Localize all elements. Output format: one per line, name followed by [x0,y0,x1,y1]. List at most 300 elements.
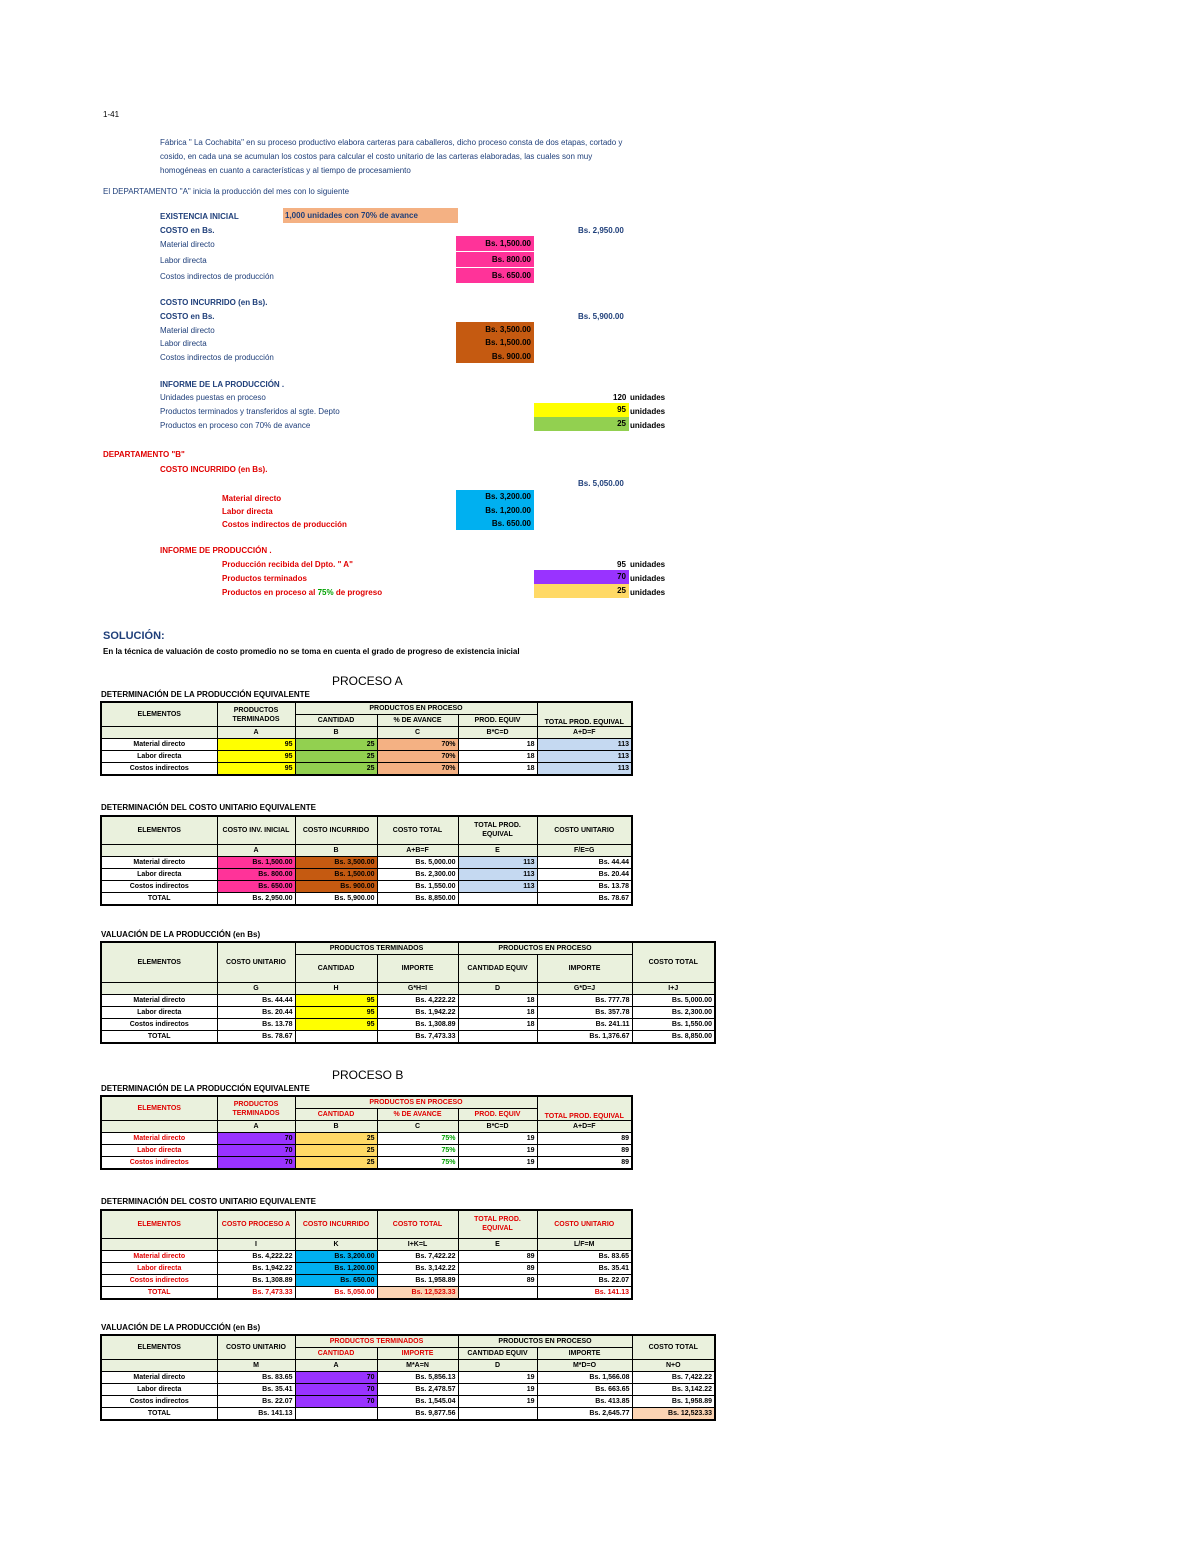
b2-total-el: TOTAL [101,1286,217,1299]
a2-h-inicial: COSTO INV. INICIAL [217,816,295,844]
a1-table [100,701,633,776]
item-labor: Labor directa [160,256,207,265]
a2-el: Material directo [101,856,217,868]
b3-h-en-proceso: PRODUCTOS EN PROCESO [458,1335,632,1348]
a3-d: 18 [458,1007,537,1019]
a3-letter-g: G [217,983,295,995]
table-row [101,1007,715,1019]
item-material: Material directo [160,240,215,249]
b1-h-terminados: PRODUCTOS TERMINADOS [217,1096,295,1121]
problem-number: 1-41 [103,110,120,119]
b3-el: Labor directa [101,1384,217,1396]
b2-i: Bs. 1,942.22 [217,1262,295,1274]
b3-letter-a: A [295,1360,377,1372]
b-informe-row-3-value: 25 [534,584,629,598]
a1-f: 113 [537,763,632,776]
inicial-labor: Bs. 800.00 [456,252,534,267]
b-item-labor: Labor directa [222,507,273,516]
b1-table [100,1095,633,1170]
a3-el: Material directo [101,995,217,1007]
a2-f: Bs. 1,550.00 [377,880,458,892]
b2-letter-l: I+K=L [377,1238,458,1250]
table-row [101,1396,715,1408]
a3-h-terminados: PRODUCTOS TERMINADOS [295,942,458,955]
a1-letter-b: B [295,727,377,739]
table-row [101,1250,632,1262]
b3-total-o: Bs. 2,645.77 [537,1408,632,1421]
b2-h-elementos: ELEMENTOS [101,1210,217,1238]
a2-title: DETERMINACIÓN DEL COSTO UNITARIO EQUIVALENTE [101,803,316,812]
incurrido-label: COSTO INCURRIDO (en Bs). [160,298,268,307]
informe-row-2-value: 95 [534,403,629,417]
intro-line-2: cosido, en cada una se acumulan los costos para calcular el costo unitario de las carteras elaboradas, las cuales son muy [160,152,593,161]
a3-h-en-proceso: PRODUCTOS EN PROCESO [458,942,632,955]
a3-letter-j: G*D=J [537,983,632,995]
b1-b: 25 [295,1145,377,1157]
informe-row-2-unit: unidades [630,407,666,416]
informe-label: INFORME DE LA PRODUCCIÓN . [160,380,285,389]
b3-n: Bs. 1,545.04 [377,1396,458,1408]
a1-b: 25 [295,763,377,776]
b2-l: Bs. 7,422.22 [377,1250,458,1262]
a2-h-unitario: COSTO UNITARIO [537,816,632,844]
a3-i: Bs. 1,942.22 [377,1007,458,1019]
b-informe-label: INFORME DE PRODUCCIÓN . [160,546,272,555]
informe-row-3-value: 25 [534,417,629,431]
b2-l: Bs. 3,142.22 [377,1262,458,1274]
b3-letter-t: N+O [632,1360,715,1372]
a1-b: 25 [295,751,377,763]
b1-f: 89 [537,1145,632,1157]
b-informe-row-3-unit: unidades [630,588,666,597]
b2-e: 89 [458,1250,537,1262]
a3-d: 18 [458,1019,537,1031]
table-row [101,856,632,868]
b3-letter-o: M*D=O [537,1360,632,1372]
a3-total-el: TOTAL [101,1031,217,1044]
a2-f: Bs. 5,000.00 [377,856,458,868]
b3-total-t: Bs. 12,523.33 [632,1408,715,1421]
a3-total-t: Bs. 8,850.00 [632,1031,715,1044]
b1-letter-c: C [377,1121,458,1133]
a1-f: 113 [537,739,632,751]
b3-d: 19 [458,1384,537,1396]
informe-row-2-label: Productos terminados y transferidos al sgte. Depto [160,407,340,416]
a3-table [100,941,716,1044]
a3-total-i: Bs. 7,473.33 [377,1031,458,1044]
b2-table [100,1209,633,1300]
costo-inicial-total: Bs. 2,950.00 [578,226,624,235]
table-row [101,763,632,776]
existencia-value: 1,000 unidades con 70% de avance [283,208,458,223]
b3-m: Bs. 83.65 [217,1372,295,1384]
a3-title: VALUACIÓN DE LA PRODUCCIÓN (en Bs) [101,930,261,939]
b1-letter-a: A [217,1121,295,1133]
a3-h: 95 [295,995,377,1007]
proceso-b-title: PROCESO B [332,1068,404,1082]
a3-total-g: Bs. 78.67 [217,1031,295,1044]
a2-e: 113 [458,856,537,868]
b2-k: Bs. 3,200.00 [295,1250,377,1262]
a3-g: Bs. 13.78 [217,1019,295,1031]
b2-letter-k: K [295,1238,377,1250]
b1-h-elementos: ELEMENTOS [101,1096,217,1121]
b2-total-k: Bs. 5,050.00 [295,1286,377,1299]
a2-f: Bs. 2,300.00 [377,868,458,880]
table-total-row [101,1031,715,1044]
b3-total-n: Bs. 9,877.56 [377,1408,458,1421]
a1-h-en-proceso: PRODUCTOS EN PROCESO [295,702,537,715]
intro-line-3: homogéneas en cuanto a características y al tiempo de procesamiento [160,166,411,175]
b1-b: 25 [295,1133,377,1145]
b2-el: Costos indirectos [101,1274,217,1286]
table-row [101,1019,715,1031]
a3-h-cantidad: CANTIDAD [295,955,377,983]
a2-el: Labor directa [101,868,217,880]
b2-k: Bs. 650.00 [295,1274,377,1286]
a2-total-el: TOTAL [101,892,217,905]
a1-a: 95 [217,763,295,776]
table-total-row [101,1286,632,1299]
b-proceso-pre: Productos en proceso al [222,588,316,597]
b1-c: 75% [377,1145,458,1157]
b2-total-l: Bs. 12,523.33 [377,1286,458,1299]
a1-a: 95 [217,739,295,751]
a2-e: 113 [458,880,537,892]
b1-el: Costos indirectos [101,1157,217,1170]
table-row [101,739,632,751]
a3-i: Bs. 1,308.89 [377,1019,458,1031]
b1-el: Material directo [101,1133,217,1145]
item-indirectos-2: Costos indirectos de producción [160,353,274,362]
b1-title: DETERMINACIÓN DE LA PRODUCCIÓN EQUIVALENTE [101,1084,310,1093]
b-informe-row-3-label [222,588,382,598]
b-value-indirectos: Bs. 650.00 [456,517,534,530]
b-value-labor: Bs. 1,200.00 [456,504,534,517]
b-informe-row-1-value: 95 [617,560,626,569]
b3-a: 70 [295,1372,377,1384]
a2-total-f: Bs. 8,850.00 [377,892,458,905]
a3-total-j: Bs. 1,376.67 [537,1031,632,1044]
a2-e: 113 [458,868,537,880]
a3-g: Bs. 20.44 [217,1007,295,1019]
item-indirectos: Costos indirectos de producción [160,272,274,281]
b1-a: 70 [217,1157,295,1170]
b3-letter-n: M*A=N [377,1360,458,1372]
b2-i: Bs. 4,222.22 [217,1250,295,1262]
a3-letter-d: D [458,983,537,995]
solution-title: SOLUCIÓN: [103,630,165,642]
a2-a: Bs. 1,500.00 [217,856,295,868]
a3-t: Bs. 5,000.00 [632,995,715,1007]
costo-label-b: COSTO en Bs. [160,312,215,321]
b-incurrido-total: Bs. 5,050.00 [578,479,624,488]
b2-letter-i: I [217,1238,295,1250]
informe-row-3-label: Productos en proceso con 70% de avance [160,421,311,430]
incurrido-indirectos: Bs. 900.00 [456,349,534,363]
a2-letter-g: F/E=G [537,844,632,856]
b2-total-i: Bs. 7,473.33 [217,1286,295,1299]
b3-t: Bs. 3,142.22 [632,1384,715,1396]
a2-b: Bs. 900.00 [295,880,377,892]
table-row [101,1262,632,1274]
a1-h-total: TOTAL PROD. EQUIVAL [537,702,632,727]
a1-d: 18 [458,763,537,776]
a2-table [100,815,633,906]
a3-g: Bs. 44.44 [217,995,295,1007]
a3-h-importe2: IMPORTE [537,955,632,983]
table-row [101,1384,715,1396]
b3-n: Bs. 2,478.57 [377,1384,458,1396]
a1-f: 113 [537,751,632,763]
a1-c: 70% [377,739,458,751]
a2-total-a: Bs. 2,950.00 [217,892,295,905]
b2-h-total: COSTO TOTAL [377,1210,458,1238]
a3-letter-h: H [295,983,377,995]
a3-el: Labor directa [101,1007,217,1019]
a1-a: 95 [217,751,295,763]
b3-h-importe: IMPORTE [377,1348,458,1360]
a1-h-elementos: ELEMENTOS [101,702,217,727]
b3-a: 70 [295,1384,377,1396]
b2-m: Bs. 35.41 [537,1262,632,1274]
table-row [101,1274,632,1286]
b3-letter-m: M [217,1360,295,1372]
b3-h-costo-total: COSTO TOTAL [632,1335,715,1360]
b2-el: Labor directa [101,1262,217,1274]
b3-m: Bs. 35.41 [217,1384,295,1396]
incurrido-labor: Bs. 1,500.00 [456,336,534,349]
b3-h-costo-unit: COSTO UNITARIO [217,1335,295,1360]
b3-total-el: TOTAL [101,1408,217,1421]
a1-c: 70% [377,763,458,776]
b1-h-cantidad: CANTIDAD [295,1109,377,1121]
a3-el: Costos indirectos [101,1019,217,1031]
a3-h-importe: IMPORTE [377,955,458,983]
b1-h-prod-equiv: PROD. EQUIV [458,1109,537,1121]
a3-h: 95 [295,1019,377,1031]
b2-h-unitario: COSTO UNITARIO [537,1210,632,1238]
a1-el: Labor directa [101,751,217,763]
a3-j: Bs. 777.78 [537,995,632,1007]
table-row [101,880,632,892]
a2-el: Costos indirectos [101,880,217,892]
table-row [101,1145,632,1157]
a3-j: Bs. 241.11 [537,1019,632,1031]
solution-note: En la técnica de valuación de costo promedio no se toma en cuenta el grado de progreso de existencia inicial [103,647,520,656]
b3-el: Costos indirectos [101,1396,217,1408]
a2-g: Bs. 44.44 [537,856,632,868]
a3-d: 18 [458,995,537,1007]
b-proceso-post: de progreso [335,588,383,597]
a3-h-costo-total: COSTO TOTAL [632,942,715,983]
b-informe-row-2-unit: unidades [630,574,666,583]
inicial-indirectos: Bs. 650.00 [456,268,534,283]
informe-row-1-value: 120 [613,393,627,402]
b3-h-cant-equiv: CANTIDAD EQUIV [458,1348,537,1360]
b3-t: Bs. 7,422.22 [632,1372,715,1384]
b2-m: Bs. 22.07 [537,1274,632,1286]
b-item-indirectos: Costos indirectos de producción [222,520,347,529]
b3-m: Bs. 22.07 [217,1396,295,1408]
b2-title: DETERMINACIÓN DEL COSTO UNITARIO EQUIVALENTE [101,1197,316,1206]
b2-el: Material directo [101,1250,217,1262]
table-row [101,751,632,763]
dept-b-heading: DEPARTAMENTO "B" [103,450,185,459]
a1-h-avance: % DE AVANCE [377,715,458,727]
b-informe-row-1-label: Producción recibida del Dpto. " A" [222,560,353,569]
b3-d: 19 [458,1372,537,1384]
table-row [101,1372,715,1384]
b2-h-prod-equiv: TOTAL PROD. EQUIVAL [458,1210,537,1238]
b3-o: Bs. 413.85 [537,1396,632,1408]
b2-e: 89 [458,1262,537,1274]
b3-h-cantidad: CANTIDAD [295,1348,377,1360]
a1-b: 25 [295,739,377,751]
b-informe-row-2-label: Productos terminados [222,574,307,583]
a2-letter-b: B [295,844,377,856]
b1-a: 70 [217,1133,295,1145]
b3-h-terminados: PRODUCTOS TERMINADOS [295,1335,458,1348]
b2-m: Bs. 83.65 [537,1250,632,1262]
table-row [101,868,632,880]
item-material-2: Material directo [160,326,215,335]
table-total-row [101,892,632,905]
table-row [101,1157,632,1170]
b-value-material: Bs. 3,200.00 [456,490,534,504]
a1-el: Costos indirectos [101,763,217,776]
b3-t: Bs. 1,958.89 [632,1396,715,1408]
a2-h-prod-equiv: TOTAL PROD. EQUIVAL [458,816,537,844]
b-incurrido-label: COSTO INCURRIDO (en Bs). [160,465,268,474]
proceso-a-title: PROCESO A [332,674,403,688]
b3-h-elementos: ELEMENTOS [101,1335,217,1360]
b1-f: 89 [537,1157,632,1170]
a1-letter-d: B*C=D [458,727,537,739]
b3-o: Bs. 663.65 [537,1384,632,1396]
b2-e: 89 [458,1274,537,1286]
b1-letter-f: A+D=F [537,1121,632,1133]
a2-a: Bs. 650.00 [217,880,295,892]
a1-letter-c: C [377,727,458,739]
b2-k: Bs. 1,200.00 [295,1262,377,1274]
a1-letter-a: A [217,727,295,739]
b3-table [100,1334,716,1421]
a1-c: 70% [377,751,458,763]
b1-letter-b: B [295,1121,377,1133]
b2-i: Bs. 1,308.89 [217,1274,295,1286]
intro-line-1: Fábrica " La Cochabita" en su proceso productivo elabora carteras para caballeros, dicho proceso consta de dos etapas, cortado y [160,138,623,147]
a1-d: 18 [458,751,537,763]
table-total-row [101,1408,715,1421]
a1-h-terminados: PRODUCTOS TERMINADOS [217,702,295,727]
a2-g: Bs. 13.78 [537,880,632,892]
a2-h-total: COSTO TOTAL [377,816,458,844]
a3-letter-i: G*H=I [377,983,458,995]
b2-l: Bs. 1,958.89 [377,1274,458,1286]
a2-g: Bs. 20.44 [537,868,632,880]
b1-h-en-proceso: PRODUCTOS EN PROCESO [295,1096,537,1109]
b1-c: 75% [377,1133,458,1145]
b2-h-proceso-a: COSTO PROCESO A [217,1210,295,1238]
a1-h-prod-equiv: PROD. EQUIV [458,715,537,727]
a2-letter-a: A [217,844,295,856]
b3-total-m: Bs. 141.13 [217,1408,295,1421]
b1-a: 70 [217,1145,295,1157]
a3-i: Bs. 4,222.22 [377,995,458,1007]
a2-letter-e: E [458,844,537,856]
costo-label: COSTO en Bs. [160,226,215,235]
b-informe-row-2-value: 70 [534,570,629,584]
a2-a: Bs. 800.00 [217,868,295,880]
b1-h-avance: % DE AVANCE [377,1109,458,1121]
a2-h-elementos: ELEMENTOS [101,816,217,844]
a1-h-cantidad: CANTIDAD [295,715,377,727]
b1-f: 89 [537,1133,632,1145]
informe-row-1-unit: unidades [630,393,666,402]
b2-letter-e: E [458,1238,537,1250]
inicial-material: Bs. 1,500.00 [456,236,534,251]
b3-el: Material directo [101,1372,217,1384]
b1-c: 75% [377,1157,458,1170]
b3-o: Bs. 1,566.08 [537,1372,632,1384]
a1-d: 18 [458,739,537,751]
b1-b: 25 [295,1157,377,1170]
a2-total-g: Bs. 78.67 [537,892,632,905]
a1-letter-f: A+D=F [537,727,632,739]
a2-h-incurrido: COSTO INCURRIDO [295,816,377,844]
b3-a: 70 [295,1396,377,1408]
b2-h-incurrido: COSTO INCURRIDO [295,1210,377,1238]
a3-h-cant-equiv: CANTIDAD EQUIV [458,955,537,983]
b2-letter-m: L/F=M [537,1238,632,1250]
b1-d: 19 [458,1145,537,1157]
table-row [101,1133,632,1145]
a3-t: Bs. 2,300.00 [632,1007,715,1019]
table-row [101,995,715,1007]
b3-n: Bs. 5,856.13 [377,1372,458,1384]
a2-b: Bs. 1,500.00 [295,868,377,880]
b1-letter-d: B*C=D [458,1121,537,1133]
b3-title: VALUACIÓN DE LA PRODUCCIÓN (en Bs) [101,1323,261,1332]
a3-j: Bs. 357.78 [537,1007,632,1019]
b1-d: 19 [458,1157,537,1170]
a3-letter-t: I+J [632,983,715,995]
dept-a-heading: El DEPARTAMENTO "A" inicia la producción del mes con lo siguiente [103,187,350,196]
a3-h: 95 [295,1007,377,1019]
b2-total-m: Bs. 141.13 [537,1286,632,1299]
informe-row-1-label: Unidades puestas en proceso [160,393,266,402]
b1-d: 19 [458,1133,537,1145]
b1-h-total: TOTAL PROD. EQUIVAL [537,1096,632,1121]
item-labor-2: Labor directa [160,339,207,348]
a3-t: Bs. 1,550.00 [632,1019,715,1031]
a2-total-b: Bs. 5,900.00 [295,892,377,905]
incurrido-material: Bs. 3,500.00 [456,322,534,336]
a1-title: DETERMINACIÓN DE LA PRODUCCIÓN EQUIVALENTE [101,690,310,699]
a2-letter-f: A+B=F [377,844,458,856]
b3-d: 19 [458,1396,537,1408]
b-informe-row-1-unit: unidades [630,560,666,569]
a3-h-costo-unit: COSTO UNITARIO [217,942,295,983]
b-item-material: Material directo [222,494,282,503]
a3-h-elementos: ELEMENTOS [101,942,217,983]
b3-letter-d: D [458,1360,537,1372]
a1-el: Material directo [101,739,217,751]
informe-row-3-unit: unidades [630,421,666,430]
incurrido-total: Bs. 5,900.00 [578,312,624,321]
existencia-label: EXISTENCIA INICIAL [160,212,239,221]
